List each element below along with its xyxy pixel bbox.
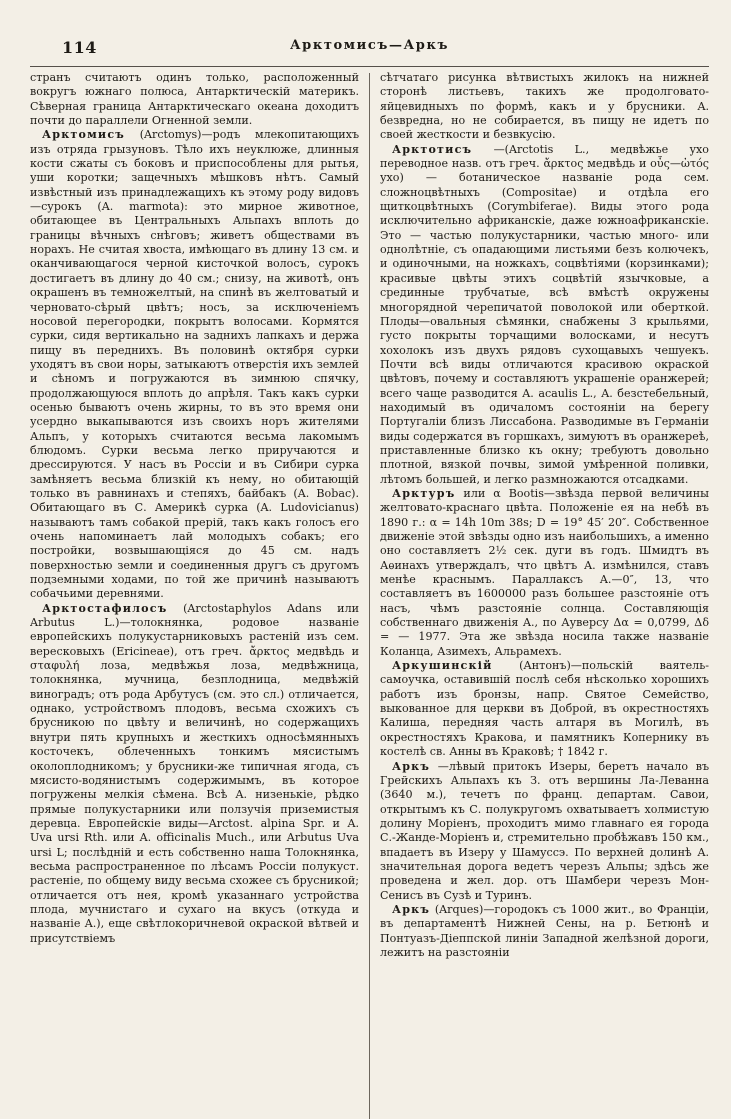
column-divider [369,73,370,1119]
entry-headword: Арктостафилосъ [42,601,168,615]
entry-text: —(Arctotis L., медвѣжье ухо переводное назв. отъ греч. ἄρκτος медвѣдь и οὖς—ὠτός ухо) — ботаническое названіе рода сем. сложноцвѣтныхъ (Compositae) и отдѣла его щиткоцвѣтныхъ (Corymbiferae). Виды этого рода исключительно африканскіе, даже южноафриканскіе. Это — частью полукустарники, частью много- или однолѣтніе, съ опадающими листьями безъ колючекъ, и одиночными, на ножкахъ, соцвѣтіями (корзинками); красивые цвѣты этихъ соцвѣтій язычковые, а срединные трубчатые, всѣ вмѣстѣ окружены многорядной черепичатой поволокой или оберткой. Плоды—овальныя сѣмянки, снабжены 3 крыльями, густо покрыты торчащими волосками, и несутъ хохолокъ изъ двухъ рядовъ сухощавыхъ чешуекъ. Почти всѣ виды отличаются красивою окраской цвѣтовъ, почему и составляютъ украшеніе оранжерей; всего чаще разводится A. acaulis L., A. безстебельный, находимый въ одичаломъ состояніи на берегу Португаліи близъ Лиссабона. Разводимые въ Германіи виды содержатся въ горшкахъ, зимуютъ въ оранжереѣ, приставленные близко къ окну; требуютъ довольно плотной, вязкой почвы, зимой умѣренной поливки, лѣтомъ большей, и легко размножаются отсадками. [379,142,709,486]
entry-text: или α Bootis—звѣзда первой величины желтовато-краснаго цвѣта. Положеніе ея на небѣ въ 1890 г.: α = 14h 10m 38s; D = 19° 45′ 20″. Собственное движеніе этой звѣзды одно изъ наибольшихъ, а именно оно составляетъ 2½ сек. дуги въ годъ. Шмидтъ въ Аѳинахъ утверждалъ, что цвѣтъ A. измѣнился, ставъ менѣе краснымъ. Параллаксъ A.—0″, 13, что составляетъ въ 1600000 разъ большее разстояніе отъ насъ, чѣмъ разстояніе солнца. Составляющія собственнаго движенія A., по Ауверсу Δα = 0,0799, Δδ = — 1977. Эта же звѣзда носила также названіе Коланца, Азимехъ, Альрамехъ. [379,486,709,658]
entry-headword: Арктуръ [391,486,456,500]
entry-headword: Арктомисъ [42,128,126,142]
entry-text: странъ считаютъ одинъ только, расположенный вокругъ южнаго полюса, Антарктическій материкъ. Сѣверная граница Антарктическаго океана доходитъ почти до параллели Огненной земли. [30,71,360,128]
entry-arktostafilos [30,602,359,946]
left-column [30,71,367,1119]
text-columns [30,71,709,1119]
page-header [30,28,709,56]
entry-arktur [380,487,709,659]
right-column [376,71,709,1119]
entry-continuation-left [30,71,359,128]
page-number: 114 [62,38,97,57]
entry-text: (Arques)—городокъ съ 1000 жит., во Франціи, въ департаментѣ Нижней Сены, на р. Бетюнѣ и Понтуазъ-Діеппской линіи Западной желѣзной дороги, лежитъ на разстояніи [379,902,709,959]
entry-ark-river [380,760,709,903]
entry-ark-town [380,903,709,960]
entry-arktomis [30,128,359,601]
entry-text: (Arctomys)—родъ млекопитающихъ изъ отряда грызуновъ. Тѣло ихъ неуклюже, длинныя кости сжаты съ боковъ и приспособлены для рытья, уши коротки; защечныхъ мѣшковъ нѣтъ. Самый извѣстный изъ принадлежащихъ къ этому роду видовъ—сурокъ (A. marmota): это мирное животное, обитающее въ Центральныхъ Альпахъ вплоть до границы вѣчныхъ снѣговъ; живетъ обществами въ норахъ. Не считая хвоста, имѣющаго въ длину 13 см. и оканчивающагося черной кисточкой волосъ, сурокъ достигаетъ въ длину до 40 см.; снизу, на животѣ, онъ окрашенъ въ темножелтый, на спинѣ въ желтоватый и черновато-сѣрый цвѣтъ; носъ, за исключеніемъ носовой перегородки, покрытъ волосами. Кормятся сурки, сидя вертикально на заднихъ лапкахъ и держа пищу въ переднихъ. Въ половинѣ октября сурки уходятъ въ свои норы, затыкаютъ отверстія ихъ землей и сѣномъ и погружаются въ зимнюю спячку, продолжающуюся вплоть до апрѣля. Такъ какъ сурки осенью бываютъ очень жирны, то въ это время они усердно выкапываются изъ своихъ норъ жителями Альпъ, у которыхъ считаются весьма лакомымъ блюдомъ. Сурки весьма легко приручаются и дрессируются. У насъ въ Россіи и въ Сибири сурка замѣняетъ весьма близкій къ нему, но обитающій только въ равнинахъ и степяхъ, байбакъ (A. Bobac). Обитающаго въ С. Америкѣ сурка (A. Ludovicianus) называютъ тамъ собакой прерій, такъ какъ голосъ его очень напоминаетъ лай молодыхъ собакъ; его постройки, возвышающіяся до 45 см. надъ поверхностью земли и соединенныя другъ съ другомъ подземными ходами, по той же причинѣ называютъ собачьими деревнями. [30,128,360,601]
entry-arktotis [380,143,709,487]
header-rule [30,66,709,67]
entry-headword: Аркушинскій [391,659,493,673]
entry-text: (Arctostaphylos Adans или Arbutus L.)—толокнянка, родовое названіе европейскихъ полукустарниковыхъ растеній изъ сем. вересковыхъ (Ericineae), отъ греч. ἄρκτος медвѣдь и σταφυλή лоза, медвѣжья лоза, медвѣжница, толокнянка, мучница, безплодница, медвѣжій виноградъ; отъ рода Арбутусъ (см. это сл.) отличается, однако, устройствомъ плодовъ, весьма схожихъ съ брусникою по цвѣту и величинѣ, но содержащихъ внутри пять крупныхъ и жесткихъ односѣмянныхъ косточекъ, облеченныхъ тонкимъ мясистымъ околоплодникомъ; у брусники-же типичная ягода, съ мясисто-водянистымъ содержимымъ, въ которое погружены мелкія сѣмена. Всѣ A. низенькіе, рѣдко прямые полукустарники или ползучія приземистыя деревца. Европейскіе виды—Arctost. alpina Spr. и A. Uva ursi Rth. или A. officinalis Much., или Arbutus Uva ursi L; послѣдній и есть собственно наша Толокнянка, весьма распространенное по лѣсамъ Россіи полукуст. растеніе, по общему виду весьма схожее съ брусникой; отличается отъ нея, кромѣ указаннаго устройства плода, мучнистаго и сухаго на вкусъ (откуда и названіе A.), еще свѣтлокоричневой окраской вѣтвей и присутствіемъ [30,601,360,945]
entry-headword: Аркъ [391,902,431,916]
running-head: Арктомисъ—Аркъ [289,38,450,53]
entry-text: (Антонъ)—польскій ваятель-самоучка, оставившій послѣ себя нѣсколько хорошихъ работъ изъ бронзы, напр. Святое Семейство, выкованное для церкви въ Доброй, въ окрестностяхъ Калиша, передняя часть алтаря въ Могилѣ, въ окрестностяхъ Кракова, и памятникъ Копернику въ костелѣ св. Анны въ Краковѣ; † 1842 г. [379,659,709,759]
entry-text: —лѣвый притокъ Изеры, беретъ начало въ Грейскихъ Альпахъ къ З. отъ вершины Ла-Леванна (3640 м.), течетъ по франц. департам. Савои, открытымъ къ С. полукругомъ охватываетъ холмистую долину Моріенъ, проходитъ мимо главнаго ея города С.-Жанде-Моріенъ и, стремительно пробѣжавъ 150 км., впадаетъ въ Изеру у Шамуссэ. По верхней долинѣ A. значительная дорога ведетъ черезъ Альпы; здѣсь же проведена и жел. дор. отъ Шамбери черезъ Мон-Сенисъ въ Сузѣ и Туринъ. [379,759,709,902]
entry-text: сѣтчатаго рисунка вѣтвистыхъ жилокъ на нижней сторонѣ листьевъ, такихъ же продолговато-яйцевидныхъ по формѣ, какъ и у брусники. A. безвредна, но не собирается, въ пищу не идетъ по своей жесткости и безвкусію. [379,71,709,142]
entry-arkushinsky [380,659,709,759]
entry-headword: Арктотисъ [391,142,473,156]
entry-continuation-right [380,71,709,143]
entry-headword: Аркъ [391,759,431,773]
